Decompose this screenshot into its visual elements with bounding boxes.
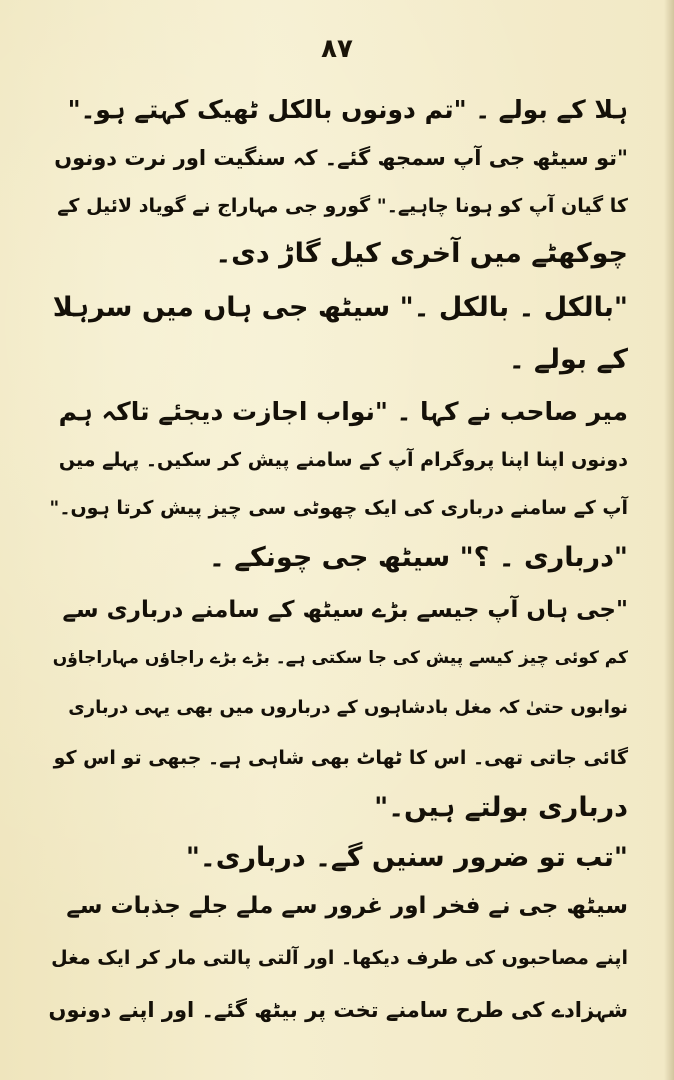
text-line: کا گیان آپ کو ہونا چاہیے۔" گورو جی مہاراج نے گویاد لائیل کے (57, 195, 628, 217)
text-line: میر صاحب نے کہا ۔ "نواب اجازت دیجئے تاکہ ہم (58, 397, 628, 426)
text-line: گائی جاتی تھی۔ اس کا ٹھاٹ بھی شاہی ہے۔ جبھی تو اس کو (53, 747, 628, 769)
text-line: ہلا کے بولے ۔ "تم دونوں بالکل ٹھیک کہتے ہو۔" (67, 95, 628, 124)
text-line: نوابوں حتیٰ کہ مغل بادشاہوں کے درباروں میں بھی یہی درباری (68, 697, 628, 718)
text-line: "بالکل ۔ بالکل ۔" سیٹھ جی ہاں میں سرہلا (52, 292, 628, 323)
text-line: "جی ہاں آپ جیسے بڑے سیٹھ کے سامنے درباری سے (62, 597, 628, 623)
text-line: کے بولے ۔ (508, 344, 628, 375)
page-number: ۸۷ (321, 34, 353, 64)
text-line: سیٹھ جی نے فخر اور غرور سے ملے جلے جذبات سے (66, 893, 628, 919)
text-line: شہزادے کی طرح سامنے تخت پر بیٹھ گئے۔ اور اپنے دونوں (48, 998, 628, 1022)
text-line: دونوں اپنا اپنا پروگرام آپ کے سامنے پیش کر سکیں۔ پہلے میں (58, 449, 628, 471)
text-line: کم کوئی چیز کیسے پیش کی جا سکتی ہے۔ بڑے بڑے راجاؤں مہاراجاؤں (52, 648, 628, 668)
text-line: چوکھٹے میں آخری کیل گاڑ دی۔ (215, 238, 628, 269)
text-line: درباری بولتے ہیں۔" (374, 792, 628, 823)
page-edge-shadow (664, 0, 674, 1080)
text-line: "تو سیٹھ جی آپ سمجھ گئے۔ کہ سنگیت اور نرت دونوں (54, 146, 628, 170)
text-line: "درباری ۔ ؟" سیٹھ جی چونکے ۔ (209, 542, 628, 573)
text-line: آپ کے سامنے درباری کی ایک چھوٹی سی چیز پیش کرتا ہوں۔" (49, 497, 628, 519)
text-line: اپنے مصاحبوں کی طرف دیکھا۔ اور آلتی پالتی مار کر ایک مغل (51, 947, 628, 969)
text-line: "تب تو ضرور سنیں گے۔ درباری۔" (185, 842, 628, 873)
